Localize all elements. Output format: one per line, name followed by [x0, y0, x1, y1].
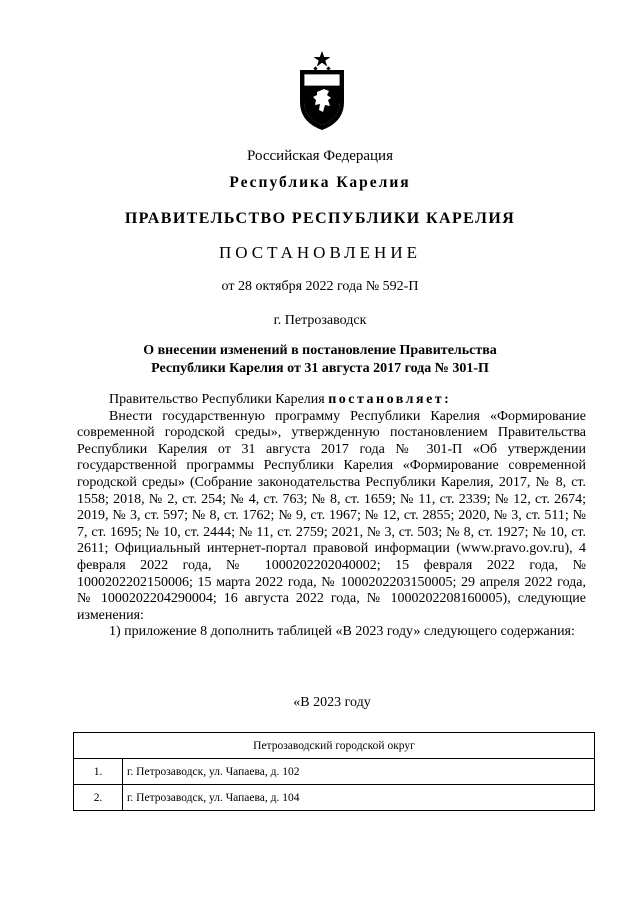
government-title: ПРАВИТЕЛЬСТВО РЕСПУБЛИКИ КАРЕЛИЯ	[124, 210, 516, 227]
subject-line-2: Республики Карелия от 31 августа 2017 года № 301-П	[151, 361, 489, 376]
karelia-coat-of-arms-icon	[297, 50, 347, 132]
table-row	[74, 785, 595, 811]
table-header-cell: Петрозаводский городской округ	[74, 733, 595, 759]
table-title: «В 2023 году	[293, 695, 371, 710]
row-number: 1.	[74, 759, 123, 785]
document-subject	[100, 342, 540, 378]
table-header-row	[74, 733, 595, 759]
decrees-word: постановляет:	[328, 392, 452, 407]
table-row	[74, 759, 595, 785]
subject-line-1: О внесении изменений в постановление Правительства	[143, 343, 497, 358]
republic-name: Республика Карелия	[229, 174, 411, 191]
document-type: ПОСТАНОВЛЕНИЕ	[218, 243, 421, 262]
amendment-paragraph: Внести государственную программу Республики Карелия «Формирование современной городской среды», утвержденную постановлением Правительства Республики Карелия от 31 августа 2017 года № 301-П «Об утверждении государственной программы Республики Карелия «Формирование современной городской среды» (Собрание законодательства Республики Карелия, 2017, № 8, ст. 1558; 2018, № 2, ст. 254; № 4, ст. 763; № 8, ст. 1659; № 11, ст. 2339; № 12, ст. 2674; 2019, № 3, ст. 597; № 8, ст. 1762; № 9, ст. 1967; № 12, ст. 2855; 2020, № 3, ст. 511; № 7, ст. 1695; № 10, ст. 2444; № 11, ст. 2759; 2021, № 3, ст. 503; № 8, ст. 1927; № 10, ст. 2611; Официальный интернет-портал правовой информации (www.pravo.gov.ru), 4 февраля 2022 года, № 1000202202040002; 15 февраля 2022 года, № 1000202202150006; 15 марта 2022 года, № 1000202203150005; 29 апреля 2022 года, № 1000202204290004; 16 августа 2022 года, № 1000202208160005), следующие изменения:	[77, 408, 586, 623]
document-body	[77, 392, 586, 641]
row-address: г. Петрозаводск, ул. Чапаева, д. 102	[123, 759, 595, 785]
row-number: 2.	[74, 785, 123, 811]
intro-paragraph	[77, 392, 586, 409]
item-1-paragraph: 1) приложение 8 дополнить таблицей «В 2023 году» следующего содержания:	[109, 624, 575, 640]
row-address: г. Петрозаводск, ул. Чапаева, д. 104	[123, 785, 595, 811]
city: г. Петрозаводск	[273, 313, 367, 328]
address-table	[73, 732, 595, 811]
intro-prefix: Правительство Республики Карелия	[109, 392, 329, 407]
country-name: Российская Федерация	[247, 148, 393, 164]
date-number: от 28 октября 2022 года № 592-П	[221, 279, 419, 294]
